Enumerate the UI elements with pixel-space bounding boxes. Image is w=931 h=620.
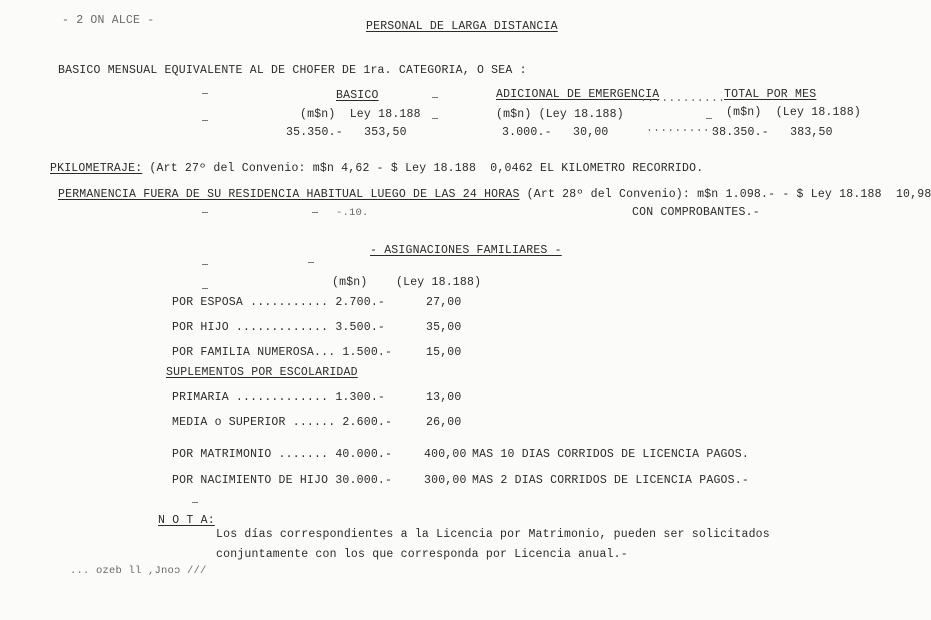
permanencia-mark: -.10. bbox=[336, 207, 369, 219]
asignacion-ley: 15,00 bbox=[426, 346, 462, 359]
permanencia-text: (Art 28º del Convenio): m$n 1.098.- - $ Ley 18.188 10,98 bbox=[519, 188, 931, 201]
stray-mark bbox=[202, 264, 208, 265]
asignacion-label: POR ESPOSA ........... 2.700.- bbox=[172, 296, 386, 309]
stray-mark bbox=[202, 120, 208, 121]
stray-mark bbox=[312, 212, 318, 213]
stray-mark bbox=[192, 502, 198, 503]
adicional-units: (m$n) (Ley 18.188) bbox=[496, 108, 624, 121]
nota-label: N O T A: bbox=[158, 514, 215, 527]
nota-line-2: conjuntamente con los que corresponda por Licencia anual.- bbox=[216, 548, 628, 561]
adicional-header: ADICIONAL DE EMERGENCIA bbox=[496, 88, 660, 101]
escolaridad-ley: 13,00 bbox=[426, 391, 462, 404]
stray-mark bbox=[202, 212, 208, 213]
licencia-ley: 400,00 bbox=[424, 448, 467, 461]
suplementos-heading: SUPLEMENTOS POR ESCOLARIDAD bbox=[166, 366, 358, 379]
kilometraje-text: (Art 27º del Convenio: m$n 4,62 - $ Ley 18.188 0,0462 EL KILOMETRO RECORRIDO. bbox=[142, 162, 704, 175]
basico-values: 35.350.- 353,50 bbox=[286, 126, 407, 139]
licencia-ley: 300,00 bbox=[424, 474, 467, 487]
stray-mark bbox=[432, 118, 438, 119]
page-title: PERSONAL DE LARGA DISTANCIA bbox=[366, 20, 558, 33]
licencia-note: MAS 10 DIAS CORRIDOS DE LICENCIA PAGOS. bbox=[472, 448, 749, 461]
leader-dots: ............ bbox=[640, 92, 726, 105]
asignacion-label: POR FAMILIA NUMEROSA... 1.500.- bbox=[172, 346, 393, 359]
asignaciones-col-mn: (m$n) bbox=[332, 276, 368, 289]
asignaciones-col-ley: (Ley 18.188) bbox=[396, 276, 482, 289]
stray-mark bbox=[202, 288, 208, 289]
licencia-note: MAS 2 DIAS CORRIDOS DE LICENCIA PAGOS.- bbox=[472, 474, 749, 487]
permanencia-label: PERMANENCIA FUERA DE SU RESIDENCIA HABITUAL LUEGO DE LAS 24 HORAS bbox=[58, 188, 520, 201]
basico-units: (m$n) Ley 18.188 bbox=[300, 108, 421, 121]
intro-line: BASICO MENSUAL EQUIVALENTE AL DE CHOFER DE 1ra. CATEGORIA, O SEA : bbox=[58, 64, 527, 77]
stray-mark bbox=[706, 118, 712, 119]
page-marker: - 2 ON ALCE - bbox=[62, 14, 155, 27]
escolaridad-label: MEDIA o SUPERIOR ...... 2.600.- bbox=[172, 416, 393, 429]
escolaridad-label: PRIMARIA ............. 1.300.- bbox=[172, 391, 386, 404]
basico-header: BASICO bbox=[336, 89, 379, 102]
permanencia-line bbox=[58, 188, 931, 202]
adicional-values: 3.000.- 30,00 bbox=[502, 126, 609, 139]
total-header: TOTAL POR MES bbox=[724, 88, 817, 101]
kilometraje-line bbox=[50, 162, 703, 176]
leader-dots-2: .......... bbox=[646, 122, 718, 135]
stray-mark bbox=[308, 262, 314, 263]
licencia-label: POR NACIMIENTO DE HIJO 30.000.- bbox=[172, 474, 393, 487]
kilometraje-label: PKILOMETRAJE: bbox=[50, 162, 143, 175]
escolaridad-ley: 26,00 bbox=[426, 416, 462, 429]
total-values: 38.350.- 383,50 bbox=[712, 126, 833, 139]
bleed-through-text: ... ozeb ll ,Jnoɔ /// bbox=[70, 565, 207, 577]
permanencia-note: CON COMPROBANTES.- bbox=[632, 206, 760, 219]
total-units: (m$n) (Ley 18.188) bbox=[726, 106, 861, 119]
asignacion-ley: 35,00 bbox=[426, 321, 462, 334]
nota-line-1: Los días correspondientes a la Licencia por Matrimonio, pueden ser solicitados bbox=[216, 528, 770, 541]
asignaciones-title: - ASIGNACIONES FAMILIARES - bbox=[370, 244, 562, 257]
asignacion-label: POR HIJO ............. 3.500.- bbox=[172, 321, 386, 334]
asignacion-ley: 27,00 bbox=[426, 296, 462, 309]
stray-mark bbox=[202, 93, 208, 94]
licencia-label: POR MATRIMONIO ....... 40.000.- bbox=[172, 448, 393, 461]
stray-mark bbox=[432, 97, 438, 98]
